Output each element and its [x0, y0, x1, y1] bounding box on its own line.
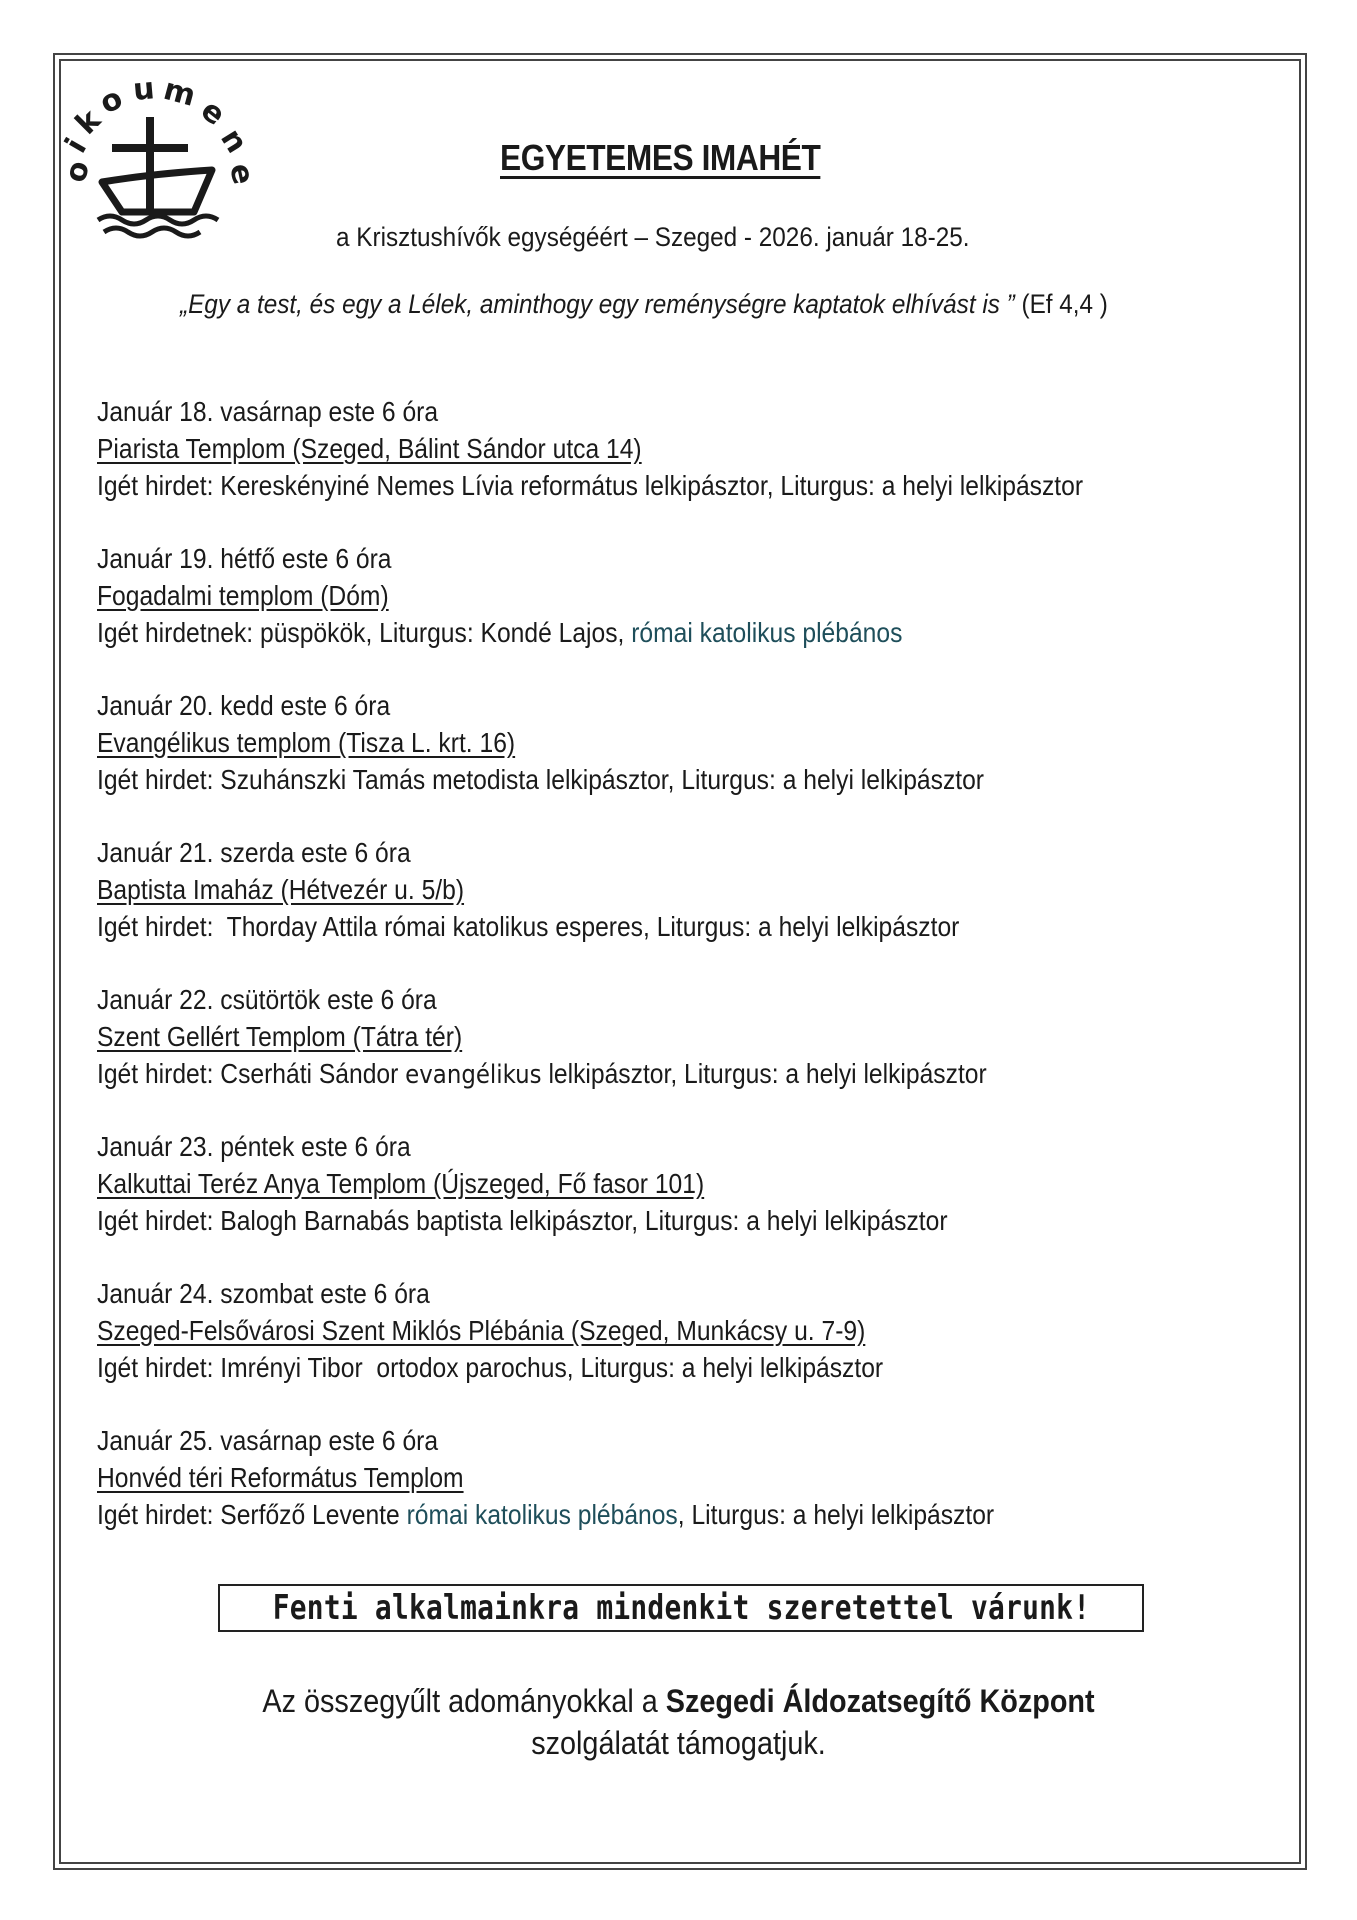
event-date: Január 19. hétfő este 6 óra: [97, 543, 392, 574]
event-date: Január 24. szombat este 6 óra: [97, 1278, 430, 1309]
bible-quote-reference: (Ef 4,4 ): [1014, 289, 1108, 319]
page-subtitle: a Krisztushívők egységéért – Szeged - 2026. január 18-25.: [336, 222, 970, 252]
bible-quote: [180, 289, 1108, 320]
event-item: [97, 687, 1277, 834]
event-date: Január 21. szerda este 6 óra: [97, 837, 411, 868]
svg-text:o: o: [57, 157, 98, 187]
svg-text:i: i: [58, 132, 95, 159]
event-date: Január 23. péntek este 6 óra: [97, 1131, 411, 1162]
donation-line-2: szolgálatát támogatjuk.: [531, 1725, 826, 1761]
event-preacher-text-end: , Liturgus: a helyi lelkipásztor: [677, 1499, 995, 1530]
event-item: [97, 1275, 1277, 1422]
event-venue: Szeged-Felsővárosi Szent Miklós Plébánia (Szeged, Munkácsy u. 7-9): [97, 1315, 866, 1346]
event-preacher: [97, 1055, 1135, 1092]
donation-beneficiary: Szegedi Áldozatsegítő Központ: [665, 1683, 1095, 1719]
welcome-box: [218, 1584, 1144, 1632]
event-item: [97, 1128, 1277, 1275]
event-venue: Piarista Templom (Szeged, Bálint Sándor utca 14): [97, 433, 642, 464]
event-item: [97, 981, 1277, 1128]
event-preacher: Igét hirdet: Thorday Attila római katolikus esperes, Liturgus: a helyi lelkipásztor: [97, 911, 960, 942]
event-preacher-highlight: római katolikus plébános: [406, 1499, 678, 1530]
event-date: Január 20. kedd este 6 óra: [97, 690, 391, 721]
event-preacher: Igét hirdet: Kereskényiné Nemes Lívia református lelkipásztor, Liturgus: a helyi lelkipásztor: [97, 470, 1084, 501]
donation-text: Az összegyűlt adományokkal a: [262, 1683, 666, 1719]
svg-text:m: m: [159, 71, 200, 114]
svg-text:o: o: [94, 80, 129, 122]
event-item: [97, 393, 1277, 540]
event-date: Január 25. vasárnap este 6 óra: [97, 1425, 439, 1456]
svg-text:e: e: [194, 92, 232, 133]
svg-text:n: n: [213, 122, 255, 160]
event-preacher: Igét hirdet: Szuhánszki Tamás metodista lelkipásztor, Liturgus: a helyi lelkipásztor: [97, 764, 985, 795]
event-venue: Fogadalmi templom (Dóm): [97, 580, 389, 611]
event-venue: Honvéd téri Református Templom: [97, 1462, 464, 1493]
svg-text:u: u: [131, 71, 156, 108]
donation-line-1: [68, 1680, 1289, 1722]
event-venue: Kalkuttai Teréz Anya Templom (Újszeged, Fő fasor 101): [97, 1168, 705, 1199]
event-preacher: [97, 614, 1135, 651]
event-item: [97, 1422, 1277, 1569]
event-date: Január 18. vasárnap este 6 óra: [97, 396, 439, 427]
event-venue: Evangélikus templom (Tisza L. krt. 16): [97, 727, 516, 758]
event-preacher-text-end: lelkipásztor, Liturgus: a helyi lelkipásztor: [541, 1058, 987, 1089]
event-preacher-text: Igét hirdetnek: püspökök, Liturgus: Kondé Lajos,: [97, 617, 632, 648]
event-schedule: [97, 393, 1277, 1569]
event-date: Január 22. csütörtök este 6 óra: [97, 984, 437, 1015]
oikoumene-logo: [57, 62, 262, 242]
event-preacher: [97, 1496, 1135, 1533]
bible-quote-text: „Egy a test, és egy a Lélek, aminthogy egy reménységre kaptatok elhívást is ”: [180, 289, 1015, 319]
page-title: EGYETEMES IMAHÉT: [500, 137, 821, 178]
event-preacher: Igét hirdet: Imrényi Tibor ortodox parochus, Liturgus: a helyi lelkipásztor: [97, 1352, 884, 1383]
event-venue: Szent Gellért Templom (Tátra tér): [97, 1021, 463, 1052]
event-item: [97, 834, 1277, 981]
event-item: [97, 540, 1277, 687]
event-preacher-denomination: evangélikus: [405, 1060, 542, 1090]
donation-note: [0, 1680, 1357, 1764]
welcome-message: Fenti alkalmainkra mindenkit szeretettel várunk!: [272, 1588, 1090, 1628]
event-preacher: Igét hirdet: Balogh Barnabás baptista lelkipásztor, Liturgus: a helyi lelkipásztor: [97, 1205, 948, 1236]
event-venue: Baptista Imaház (Hétvezér u. 5/b): [97, 874, 465, 905]
svg-text:e: e: [222, 160, 261, 188]
event-preacher-highlight: római katolikus plébános: [631, 617, 903, 648]
event-preacher-text: Igét hirdet: Serfőző Levente: [97, 1499, 407, 1530]
event-preacher-text: Igét hirdet: Cserháti Sándor: [97, 1058, 406, 1089]
svg-text:k: k: [68, 102, 108, 142]
